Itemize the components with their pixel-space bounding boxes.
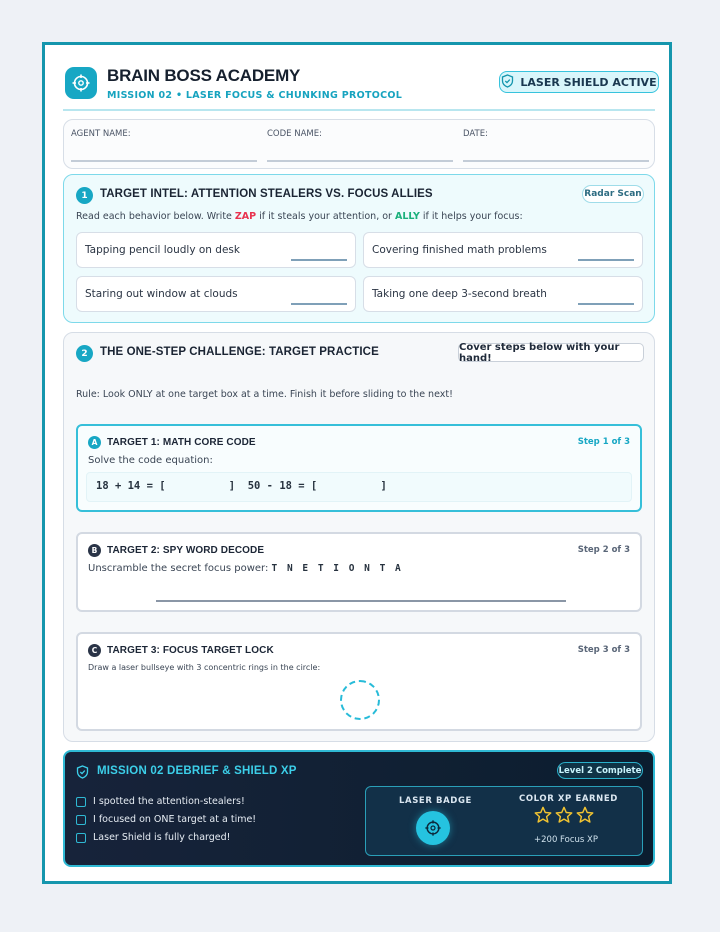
- code-name-field[interactable]: [260, 120, 456, 168]
- xp-stars: [534, 806, 594, 828]
- checklist-item[interactable]: [76, 832, 230, 843]
- agent-name-field[interactable]: [64, 120, 260, 168]
- field-line: [267, 160, 453, 162]
- date-field[interactable]: [456, 120, 654, 168]
- section-target-practice: [63, 332, 655, 742]
- target-title: TARGET 1: MATH CORE CODE: [107, 437, 256, 448]
- behavior-card[interactable]: [363, 276, 643, 312]
- field-label: AGENT NAME:: [71, 129, 131, 139]
- section-title: TARGET INTEL: ATTENTION STEALERS VS. FOCUS ALLIES: [100, 188, 433, 200]
- behavior-text: Covering finished math problems: [372, 244, 547, 256]
- debrief-panel: [63, 750, 655, 867]
- field-line: [71, 160, 257, 162]
- worksheet: [42, 42, 672, 884]
- scrambled-word: T N E T I O N T A: [271, 563, 403, 574]
- cover-note: Cover steps below with your hand!: [458, 343, 644, 362]
- step-indicator: Step 3 of 3: [577, 645, 630, 655]
- section-instructions: Read each behavior below. Write ZAP if it steals your attention, or ALLY if it helps your focus:: [76, 211, 523, 222]
- checklist-label: I focused on ONE target at a time!: [93, 814, 257, 825]
- answer-line: [291, 303, 347, 305]
- step-indicator: Step 2 of 3: [577, 545, 630, 555]
- page-title: BRAIN BOSS ACADEMY: [107, 66, 301, 85]
- target-card-word[interactable]: [76, 532, 642, 612]
- rule-text: Rule: Look ONLY at one target box at a time. Finish it before sliding to the next!: [76, 389, 453, 400]
- checkbox[interactable]: [76, 815, 86, 825]
- section-title: THE ONE-STEP CHALLENGE: TARGET PRACTICE: [100, 346, 379, 358]
- behavior-text: Staring out window at clouds: [85, 288, 238, 300]
- page-subtitle: MISSION 02 • LASER FOCUS & CHUNKING PROTOCOL: [107, 90, 403, 101]
- field-label: CODE NAME:: [267, 129, 322, 139]
- step-indicator: Step 1 of 3: [577, 437, 630, 447]
- checklist-label: I spotted the attention-stealers!: [93, 796, 245, 807]
- target-description: Solve the code equation:: [88, 455, 213, 466]
- crosshair-logo-icon: [65, 67, 97, 99]
- xp-amount: +200 Focus XP: [534, 835, 598, 845]
- checklist-item[interactable]: [76, 796, 245, 807]
- equation-box[interactable]: 18 + 14 = [ ] 50 - 18 = [ ]: [86, 472, 632, 502]
- info-fields: [63, 119, 655, 169]
- xp-label: COLOR XP EARNED: [519, 794, 618, 804]
- target-badge: B: [88, 544, 101, 557]
- behavior-text: Tapping pencil loudly on desk: [85, 244, 240, 256]
- shield-status-label: LASER SHIELD ACTIVE: [520, 75, 657, 89]
- star-icon[interactable]: [576, 806, 594, 828]
- badge-label: LASER BADGE: [399, 796, 472, 806]
- checkbox[interactable]: [76, 797, 86, 807]
- behavior-card[interactable]: [76, 276, 356, 312]
- shield-status-badge: [499, 71, 659, 93]
- shield-check-icon: [501, 74, 514, 91]
- laser-badge-icon: [416, 811, 450, 845]
- target-description: Draw a laser bullseye with 3 concentric rings in the circle:: [88, 663, 321, 672]
- checklist-label: Laser Shield is fully charged!: [93, 832, 231, 843]
- shield-check-icon: [76, 764, 89, 783]
- header-divider: [63, 109, 655, 111]
- section-number: 1: [76, 187, 93, 204]
- target-title: TARGET 2: SPY WORD DECODE: [107, 545, 265, 556]
- radar-scan-tag: Radar Scan: [582, 185, 644, 203]
- answer-line: [578, 303, 634, 305]
- field-line: [463, 160, 649, 162]
- answer-line[interactable]: [156, 600, 566, 602]
- answer-line: [291, 259, 347, 261]
- ally-keyword: ALLY: [394, 211, 420, 222]
- section-number: 2: [76, 345, 93, 362]
- behavior-card[interactable]: [76, 232, 356, 268]
- field-label: DATE:: [463, 129, 488, 139]
- header: [63, 65, 659, 115]
- debrief-title: MISSION 02 DEBRIEF & SHIELD XP: [97, 765, 297, 777]
- target-description: Unscramble the secret focus power: T N E T I O N T A: [88, 563, 403, 574]
- checklist-item[interactable]: [76, 814, 256, 825]
- target-title: TARGET 3: FOCUS TARGET LOCK: [107, 645, 274, 656]
- target-badge: C: [88, 644, 101, 657]
- zap-keyword: ZAP: [234, 211, 257, 222]
- xp-panel: [365, 786, 643, 856]
- level-badge: Level 2 Complete: [557, 762, 643, 779]
- section-target-intel: [63, 174, 655, 323]
- star-icon[interactable]: [555, 806, 573, 828]
- target-card-math[interactable]: [76, 424, 642, 512]
- target-card-bullseye[interactable]: [76, 632, 642, 731]
- answer-line: [578, 259, 634, 261]
- star-icon[interactable]: [534, 806, 552, 828]
- behavior-text: Taking one deep 3-second breath: [372, 288, 547, 300]
- behavior-card[interactable]: [363, 232, 643, 268]
- checkbox[interactable]: [76, 833, 86, 843]
- target-badge: A: [88, 436, 101, 449]
- bullseye-drawing-circle[interactable]: [340, 680, 380, 720]
